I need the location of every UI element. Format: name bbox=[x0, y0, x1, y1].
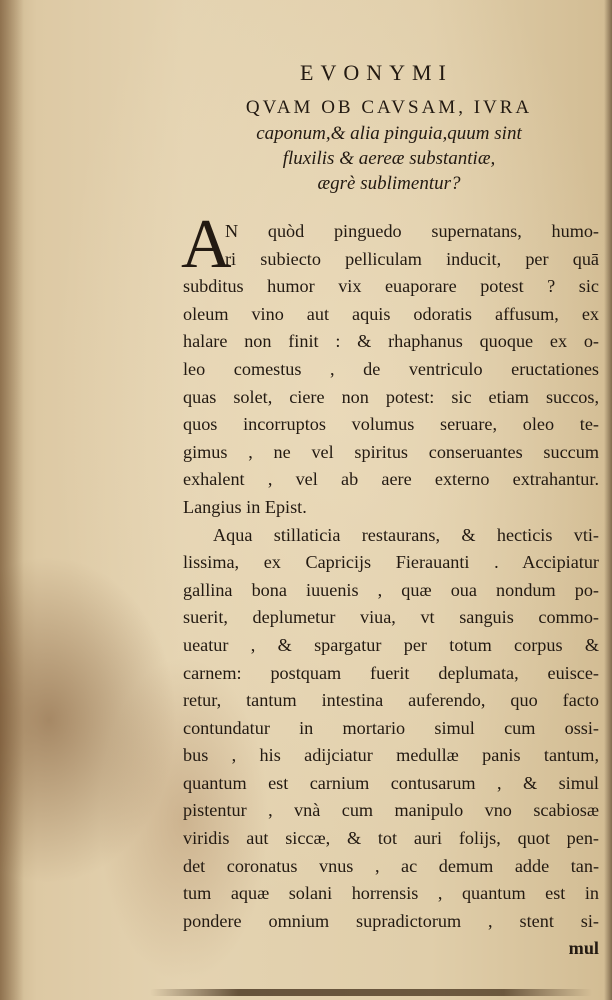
text-line: retur, tantum intestina auferendo, quo facto bbox=[183, 690, 599, 711]
running-head: EVONYMI bbox=[300, 60, 453, 85]
page-edge-bottom bbox=[150, 989, 592, 996]
text-line: quos incorruptos volumus seruare, oleo te- bbox=[183, 414, 599, 435]
text-line: contundatur in mortario simul cum ossi- bbox=[183, 717, 599, 738]
text-line: N quòd pinguedo supernatans, humo- bbox=[225, 221, 599, 241]
body-text bbox=[181, 206, 599, 963]
text-line: pondere omnium supradictorum , stent si- bbox=[183, 910, 599, 931]
text-line: viridis aut siccæ, & tot auri folijs, quot pen- bbox=[183, 828, 599, 849]
text-line: quas solet, ciere non potest: sic etiam succos, bbox=[183, 386, 599, 407]
text-line: subditus humor vix euaporare potest ? sic bbox=[183, 276, 599, 297]
chapter-heading bbox=[200, 95, 578, 196]
text-line: gallina bona iuuenis , quæ oua nondum po- bbox=[183, 579, 599, 600]
page-stain bbox=[0, 0, 24, 1000]
text-line: ueatur , & spargatur per totum corpus & bbox=[183, 634, 599, 655]
text-line: quantum est carnium contusarum , & simul bbox=[183, 772, 599, 793]
text-line: lissima, ex Capricijs Fierauanti . Accipiatur bbox=[183, 552, 599, 573]
text-line: ri subiecto pelliculam inducit, per quā bbox=[225, 248, 599, 269]
heading-italic-line: fluxilis & aereæ substantiæ, bbox=[282, 148, 496, 169]
page-edge-right bbox=[604, 0, 612, 1000]
text-line: oleum vino aut aquis odoratis affusum, ex bbox=[183, 303, 599, 324]
text-line: gimus , ne vel spiritus conseruantes succum bbox=[183, 441, 599, 462]
heading-caps: QVAM OB CAVSAM, IVRA bbox=[245, 97, 533, 118]
catchword: mul bbox=[568, 938, 599, 959]
text-line: exhalent , vel ab aere externo extrahantur. bbox=[183, 469, 599, 490]
text-line: suerit, deplumetur viua, vt sanguis commo- bbox=[183, 607, 599, 628]
drop-cap: A bbox=[181, 206, 232, 283]
text-line: leo comestus , de ventriculo eructationes bbox=[183, 358, 599, 379]
heading-italic-line: ægrè sublimentur? bbox=[317, 173, 461, 194]
text-line: pistentur , vnà cum manipulo vno scabiosæ bbox=[183, 800, 599, 821]
text-line: bus , his adijciatur medullæ panis tantum, bbox=[183, 745, 599, 766]
text-line: Aqua stillaticia restaurans, & hecticis vti- bbox=[213, 524, 599, 545]
text-line: tum aquæ solani horrensis , quantum est in bbox=[183, 883, 599, 904]
text-line: Langius in Epist. bbox=[183, 496, 307, 517]
heading-italic-line: caponum,& alia pinguia,quum sint bbox=[256, 123, 522, 144]
text-line: carnem: postquam fuerit deplumata, euisce- bbox=[183, 662, 599, 683]
text-line: halare non finit : & rhaphanus quoque ex o- bbox=[183, 331, 599, 352]
text-line: det coronatus vnus , ac demum adde tan- bbox=[183, 855, 599, 876]
